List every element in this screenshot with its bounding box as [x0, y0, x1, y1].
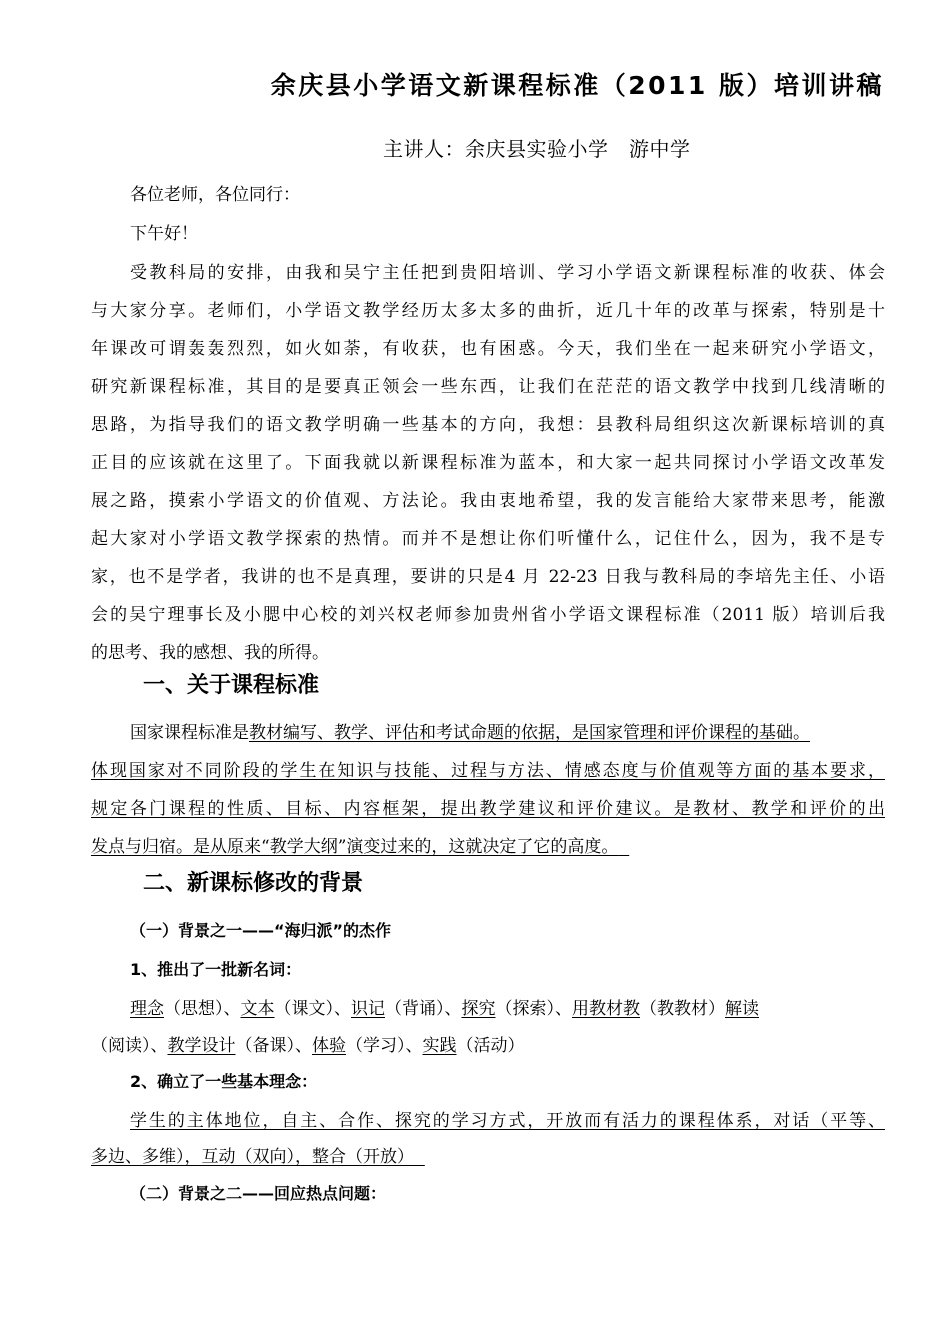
terms-line [130, 994, 885, 1019]
greeting-line-2: 下午好！ [130, 224, 198, 244]
document-title: 余庆县小学语文新课程标准（2011 版）培训讲稿 [270, 71, 884, 100]
section1-underlined-text: 教材编写、教学、评估和考试命题的依据，是国家管理和评价课程的基础。 [249, 723, 810, 743]
greeting-line: 各位老师，各位同行： [130, 185, 300, 205]
term-note: （思想）、 [164, 999, 241, 1019]
intro-line: 思路，为指导我们的语文教学明确一些基本的方向，我想：县教科局组织这次新课标培训的真 [91, 415, 885, 435]
intro-line: 的思考、我的感想、我的所得。 [91, 643, 329, 663]
concepts-underlined-text: 多边、多维），互动（双向），整合（开放） [91, 1147, 414, 1167]
term-note: （备课）、 [235, 1036, 312, 1056]
term: 实践 [422, 1036, 457, 1056]
intro-line: 家，也不是学者，我讲的也不是真理，要讲的只是4 月 22-23 日我与教科局的李培先主任、小语 [91, 567, 885, 587]
section1-underlined-text: 规定各门课程的性质、目标、内容框架，提出教学建议和评价建议。是教材、教学和评价的出 [91, 799, 885, 819]
term-note: （阅读）、 [91, 1036, 168, 1056]
numbered-item-1: 1、推出了一批新名词： [130, 960, 302, 979]
term-note: （学习）、 [346, 1036, 423, 1056]
section1-line [91, 832, 885, 857]
section-heading-1: 一、关于课程标准 [143, 673, 320, 698]
concepts-line [91, 1142, 885, 1167]
terms-line [91, 1031, 885, 1056]
intro-line: 展之路，摸索小学语文的价值观、方法论。我由衷地希望，我的发言能给大家带来思考，能激 [91, 491, 885, 511]
section1-line [91, 756, 885, 781]
intro-line: 研究新课程标准，其目的是要真正领会一些东西，让我们在茫茫的语文教学中找到几线清晰的 [91, 377, 885, 397]
intro-line: 正目的应该就在这里了。下面我就以新课程标准为蓝本，和大家一起共同探讨小学语文改革发 [91, 453, 885, 473]
section1-line [130, 718, 885, 743]
term: 用教材教 [572, 999, 640, 1019]
section-heading-2: 二、新课标修改的背景 [143, 871, 364, 896]
concepts-underlined-text: 学生的主体地位，自主、合作、探究的学习方式，开放而有活力的课程体系，对话（平等、 [130, 1111, 885, 1131]
intro-line: 起大家对小学语文教学探索的热情。而并不是想让你们听懂什么，记住什么，因为，我不是专 [91, 529, 885, 549]
term-note: （教教材） [640, 999, 725, 1019]
subsection-heading-1: （一）背景之一——“海归派”的杰作 [130, 921, 392, 940]
speaker-byline: 主讲人：余庆县实验小学 游中学 [383, 137, 691, 161]
intro-line: 受教科局的安排，由我和吴宁主任把到贵阳培训、学习小学语文新课程标准的收获、体会 [130, 263, 885, 283]
term-note: （课文）、 [274, 999, 351, 1019]
term: 文本 [240, 999, 275, 1019]
subsection-heading-2: （二）背景之二——回应热点问题： [130, 1184, 387, 1203]
section1-plain-text: 国家课程标准是 [130, 723, 249, 743]
section1-underlined-text: 发点与归宿。是从原来“教学大纲”演变过来的，这就决定了它的高度。 [91, 837, 619, 857]
concepts-line [130, 1106, 885, 1131]
intro-line: 与大家分享。老师们，小学语文教学经历太多太多的曲折，近几十年的改革与探索，特别是十 [91, 301, 885, 321]
term: 教学设计 [167, 1036, 236, 1056]
term-note: （背诵）、 [385, 999, 462, 1019]
intro-line: 年课改可谓轰轰烈烈，如火如荼，有收获，也有困惑。今天，我们坐在一起来研究小学语文， [91, 339, 885, 359]
section1-line [91, 794, 885, 819]
term-note: （探索）、 [495, 999, 572, 1019]
term-note: （活动） [456, 1036, 525, 1056]
term: 探究 [461, 999, 496, 1019]
term: 识记 [351, 999, 385, 1019]
term: 理念 [130, 999, 164, 1019]
term: 解读 [725, 999, 759, 1019]
intro-line: 会的吴宁理事长及小腮中心校的刘兴权老师参加贵州省小学语文课程标准（2011 版）培训后我 [91, 605, 885, 625]
numbered-item-2: 2、确立了一些基本理念： [130, 1072, 318, 1091]
term: 体验 [312, 1036, 346, 1056]
section1-underlined-text: 体现国家对不同阶段的学生在知识与技能、过程与方法、情感态度与价值观等方面的基本要求， [91, 761, 885, 781]
